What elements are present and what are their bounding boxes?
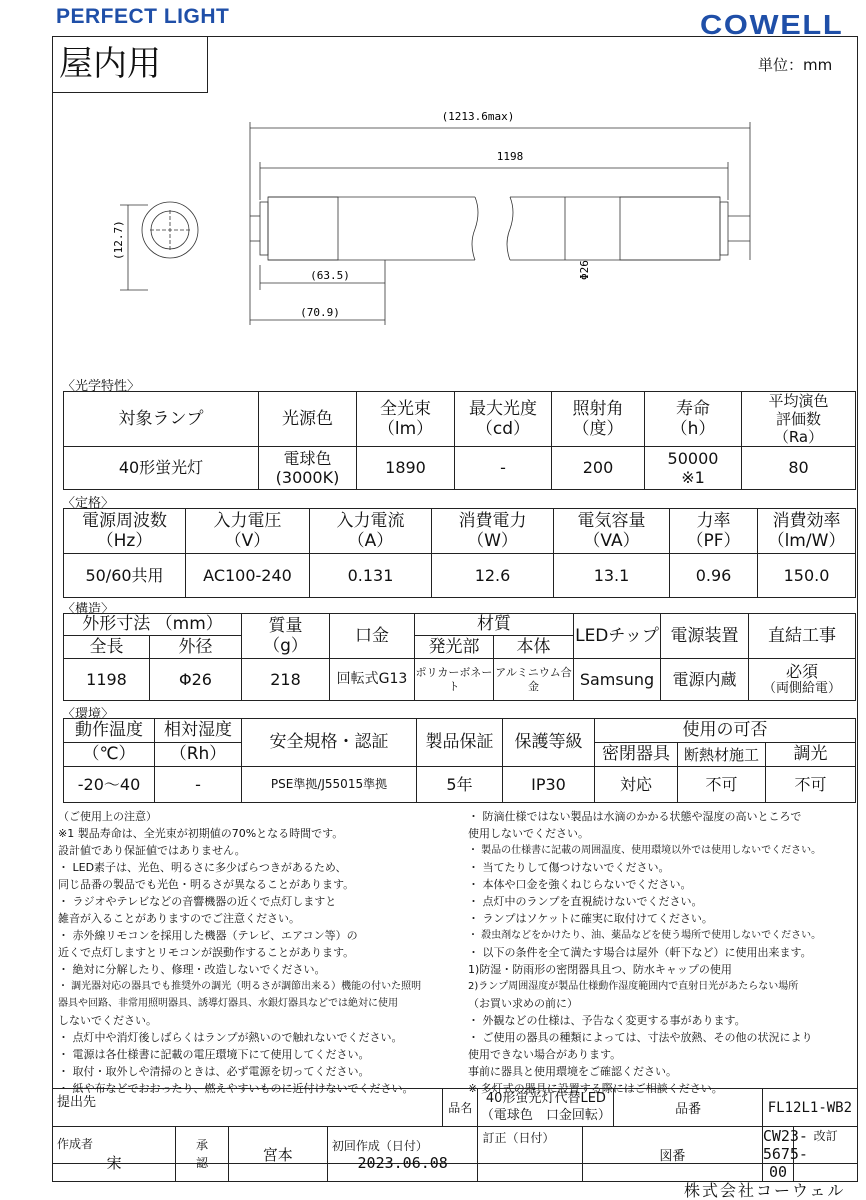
opt-v-angle: 200: [552, 447, 645, 490]
opt-v-intensity: -: [455, 447, 552, 490]
st-h-dimensions: 外形寸法 （mm）: [64, 614, 242, 636]
tb-product-name-2: （電球色 口金回転）: [480, 1107, 611, 1123]
tb-approver-label: 承認: [176, 1127, 228, 1182]
notes-right: [468, 808, 856, 1097]
rt-h-power: 消費電力: [458, 510, 527, 531]
st-v-wiring-note: （両側給電）: [762, 681, 841, 697]
tb-product-name-1: 40形蛍光灯代替LED: [485, 1090, 606, 1106]
tb-part-no: FL12L1-WB2: [762, 1089, 857, 1127]
opt-h-cri: 平均演色: [768, 392, 829, 410]
note-left-line: ・ 絶対に分解したり、修理・改造しないでください。: [58, 963, 326, 976]
opt-h-color: 光源色: [259, 392, 357, 447]
rt-v-current: 0.131: [310, 554, 432, 598]
environment-table: [63, 718, 856, 803]
rt-v-capacity: 13.1: [554, 554, 670, 598]
rt-h-current: 入力電流: [336, 510, 405, 531]
structure-table: [63, 613, 856, 701]
env-h-humidity: 相対湿度: [155, 719, 242, 743]
section-rating: 〈定格〉: [62, 496, 115, 511]
rt-v-freq: 50/60共用: [64, 554, 186, 598]
opt-v-color: 電球色: [283, 448, 332, 468]
note-left-line: ・ 調光器対応の器具でも推奨外の調光（明るさが調節出来る）機能の付いた照明: [58, 981, 422, 992]
st-h-body: 本体: [494, 636, 574, 659]
env-h-usability: 使用の可否: [595, 719, 856, 743]
dim-cap-total-label: (70.9): [300, 306, 340, 319]
note-right-line: ・ 外観などの仕様は、予告なく変更する事があります。: [468, 1014, 746, 1027]
st-h-base: 口金: [330, 614, 415, 659]
opt-v-life-note: ※1: [681, 468, 705, 487]
unit-label: 単位：mm: [758, 56, 833, 74]
rt-v-power: 12.6: [432, 554, 554, 598]
note-left-line: （ご使用上の注意）: [58, 810, 157, 823]
st-h-direct-wiring: 直結工事: [749, 614, 856, 659]
opt-h-lamp: 対象ランプ: [64, 392, 259, 447]
env-v-protection: IP30: [503, 767, 595, 803]
section-optical: 〈光学特性〉: [62, 379, 141, 394]
note-left-line: ・ 紙や布などでおおったり、燃えやすいものに近付けないでください。: [58, 1082, 414, 1095]
section-environment: 〈環境〉: [62, 707, 115, 722]
st-h-emit: 発光部: [415, 636, 494, 659]
note-left-line: ・ 取付・取外しや清掃のときは、必ず電源を切ってください。: [58, 1065, 370, 1078]
note-right-line: 事前に器具と使用環境をご確認ください。: [468, 1065, 677, 1078]
company-name: 株式会社コーウェル: [684, 1181, 846, 1200]
rt-v-pf: 0.96: [670, 554, 758, 598]
st-v-led-chip: Samsung: [574, 659, 661, 701]
st-h-mass-unit: （g）: [263, 636, 308, 656]
note-left-line: ・ 電源は各仕様書に記載の電圧環境下にて使用してください。: [58, 1048, 370, 1061]
st-v-direct-wiring: 必須: [785, 662, 818, 682]
env-h-safety: 安全規格・認証: [242, 719, 417, 767]
env-v-safety: PSE準拠/J55015準拠: [242, 767, 417, 803]
env-h-warranty: 製品保証: [417, 719, 503, 767]
opt-h-angle: 照射角: [572, 398, 624, 419]
dim-diameter-label: Φ26: [578, 260, 591, 280]
rt-h-efficiency: 消費効率: [772, 510, 841, 531]
st-v-mass: 218: [242, 659, 330, 701]
note-right-line: ・ 点灯中のランプを直視続けないでください。: [468, 895, 703, 908]
note-right-line: 2)ランプ周囲湿度が製品仕様動作湿度範囲内で直射日光があたらない場所: [468, 981, 799, 992]
section-structure: 〈構造〉: [62, 602, 115, 617]
dim-length-label: 1198: [496, 150, 524, 163]
tb-submit-to: 提出先: [53, 1089, 443, 1127]
note-left-line: 器具や回路、非常用照明器具、誘導灯器具、水銀灯器具などでは絶対に使用: [58, 998, 398, 1009]
opt-h-life: 寿命: [676, 398, 710, 419]
st-v-body: アルミニウム合金: [494, 659, 574, 701]
rt-v-voltage: AC100-240: [186, 554, 310, 598]
note-right-line: ・ 当てたりして傷つけないでください。: [468, 861, 670, 874]
note-left-line: ※1 製品寿命は、全光束が初期値の70%となる時間です。: [58, 827, 344, 840]
st-h-mass: 質量: [268, 615, 303, 636]
opt-h-cri-2: 評価数: [775, 410, 821, 428]
note-right-line: ・ 防滴仕様ではない製品は水滴のかかる状態や湿度の高いところで: [468, 810, 802, 823]
env-h-humidity-unit: （Rh）: [155, 743, 242, 767]
opt-v-cri: 80: [742, 447, 856, 490]
env-v-op-temp: -20〜40: [64, 767, 155, 803]
note-right-line: ・ 殺虫剤などをかけたり、油、薬品などを使う場所で使用しないでください。: [468, 930, 822, 941]
rt-v-efficiency: 150.0: [758, 554, 856, 598]
dim-overall-label: (1213.6max): [441, 110, 515, 123]
rating-table: [63, 508, 856, 598]
notes-left: [58, 808, 463, 1097]
tb-part-no-label: 品番: [614, 1089, 762, 1127]
opt-h-life-unit: （h）: [670, 419, 716, 439]
dim-pin-label: (12.7): [112, 220, 125, 260]
rt-h-capacity-unit: （VA）: [583, 531, 640, 551]
st-h-material: 材質: [415, 614, 574, 636]
st-h-power-unit: 電源装置: [661, 614, 749, 659]
note-left-line: ・ 赤外線リモコンを採用した機器（テレビ、エアコン等）の: [58, 929, 358, 942]
rt-h-voltage-unit: （V）: [224, 531, 271, 551]
opt-h-intensity-unit: （cd）: [475, 419, 531, 439]
note-left-line: 同じ品番の製品でも光色・明るさが異なることがあります。: [58, 878, 355, 891]
st-v-base: 回転式G13: [330, 659, 415, 701]
rt-h-efficiency-unit: （lm/W）: [767, 531, 846, 551]
note-right-line: ※ 多灯式の器具に設置する際にはご相談ください。: [468, 1082, 723, 1095]
opt-h-flux-unit: （lm）: [377, 419, 434, 439]
rt-h-freq-unit: （Hz）: [96, 531, 153, 551]
st-h-length: 全長: [64, 636, 150, 659]
tb-creator-label: 作成者: [57, 1137, 94, 1151]
brand-logo-cowell: COWELL: [700, 9, 844, 40]
note-right-line: ・ 製品の仕様書に記載の周囲温度、使用環境以外では使用しないでください。: [468, 845, 822, 856]
st-v-diameter: Φ26: [150, 659, 242, 701]
note-left-line: 雑音が入ることがありますのでご注意ください。: [58, 912, 300, 925]
opt-v-lamp: 40形蛍光灯: [64, 447, 259, 490]
rt-h-freq: 電源周波数: [82, 510, 167, 531]
opt-h-intensity: 最大光度: [469, 398, 537, 419]
dim-cap-label: (63.5): [310, 269, 350, 282]
env-v-humidity: -: [155, 767, 242, 803]
env-h-dimming: 調光: [766, 743, 856, 767]
note-right-line: 使用できない場合があります。: [468, 1048, 622, 1061]
opt-v-flux: 1890: [357, 447, 455, 490]
opt-h-angle-unit: （度）: [572, 419, 624, 439]
note-left-line: ・ LED素子は、光色、明るさに多少ばらつきがあるため、: [58, 861, 347, 874]
tb-approver: 宮本: [228, 1127, 327, 1182]
note-right-line: 1)防湿・防雨形の密閉器具且つ、防水キャップの使用: [468, 963, 732, 976]
optical-table: [63, 391, 856, 490]
env-h-protection: 保護等級: [503, 719, 595, 767]
note-right-line: ・ ランプはソケットに確実に取付けてください。: [468, 912, 713, 925]
st-h-diameter: 外径: [150, 636, 242, 659]
note-left-line: しないでください。: [58, 1014, 157, 1027]
note-left-line: 近くで点灯しますとリモコンが誤動作することがあります。: [58, 946, 355, 959]
st-v-length: 1198: [64, 659, 150, 701]
note-right-line: ・ ご使用の器具の種類によっては、寸法や放熱、その他の状況により: [468, 1031, 813, 1044]
brand-logo-perfect-light: PERFECT LIGHT: [56, 5, 230, 28]
env-h-op-temp: 動作温度: [64, 719, 155, 743]
st-v-emit: ポリカーボネート: [415, 659, 494, 701]
rt-h-capacity: 電気容量: [577, 510, 646, 531]
st-v-power-unit: 電源内蔵: [661, 659, 749, 701]
rt-h-power-unit: （W）: [467, 531, 518, 551]
env-v-dimming: 不可: [766, 767, 856, 803]
tb-first-created-label: 初回作成（日付）: [331, 1138, 428, 1153]
tb-drawing-label: 図番: [583, 1127, 763, 1182]
env-v-warranty: 5年: [417, 767, 503, 803]
env-h-insulated: 断熱材施工: [678, 743, 766, 767]
env-v-sealed: 対応: [595, 767, 678, 803]
note-left-line: 設計値であり保証値ではありません。: [58, 844, 246, 857]
tb-revised-label: 訂正（日付）: [478, 1127, 583, 1182]
tb-product-name-label: 品名: [442, 1089, 478, 1127]
tb-revision-label: 改訂: [794, 1127, 858, 1182]
rt-h-pf-unit: （PF）: [686, 531, 741, 551]
usage-title: 屋内用: [53, 37, 208, 93]
opt-v-life: 50000: [667, 448, 719, 468]
env-h-op-temp-unit: （℃）: [64, 743, 155, 767]
note-right-line: 使用しないでください。: [468, 827, 589, 840]
env-v-insulated: 不可: [678, 767, 766, 803]
rt-h-pf: 力率: [696, 510, 731, 531]
rt-h-current-unit: （A）: [347, 531, 394, 551]
tb-first-created: 2023.06.08: [357, 1153, 448, 1172]
rt-h-voltage: 入力電圧: [213, 510, 282, 531]
tb-drawing-no: CW23-5675-00: [762, 1127, 808, 1181]
note-right-line: ・ 本体や口金を強くねじらないでください。: [468, 878, 692, 891]
title-block: [52, 1088, 858, 1182]
tb-creator: 宋: [106, 1154, 122, 1172]
note-right-line: ・ 以下の条件を全て満たす場合は屋外（軒下など）に使用出来ます。: [468, 946, 812, 959]
note-right-line: （お買い求めの前に）: [468, 997, 578, 1010]
opt-h-cri-unit: （Ra）: [773, 428, 824, 446]
opt-v-color-temp: (3000K): [275, 468, 340, 487]
note-left-line: ・ 点灯中や消灯後しばらくはランプが熱いので触れないでください。: [58, 1031, 403, 1044]
opt-h-flux: 全光束: [380, 398, 431, 419]
lamp-dimension-drawing: [90, 100, 790, 370]
note-left-line: ・ ラジオやテレビなどの音響機器の近くで点灯しますと: [58, 895, 337, 908]
st-h-led-chip: LEDチップ: [574, 614, 661, 659]
env-h-sealed: 密閉器具: [595, 743, 678, 767]
